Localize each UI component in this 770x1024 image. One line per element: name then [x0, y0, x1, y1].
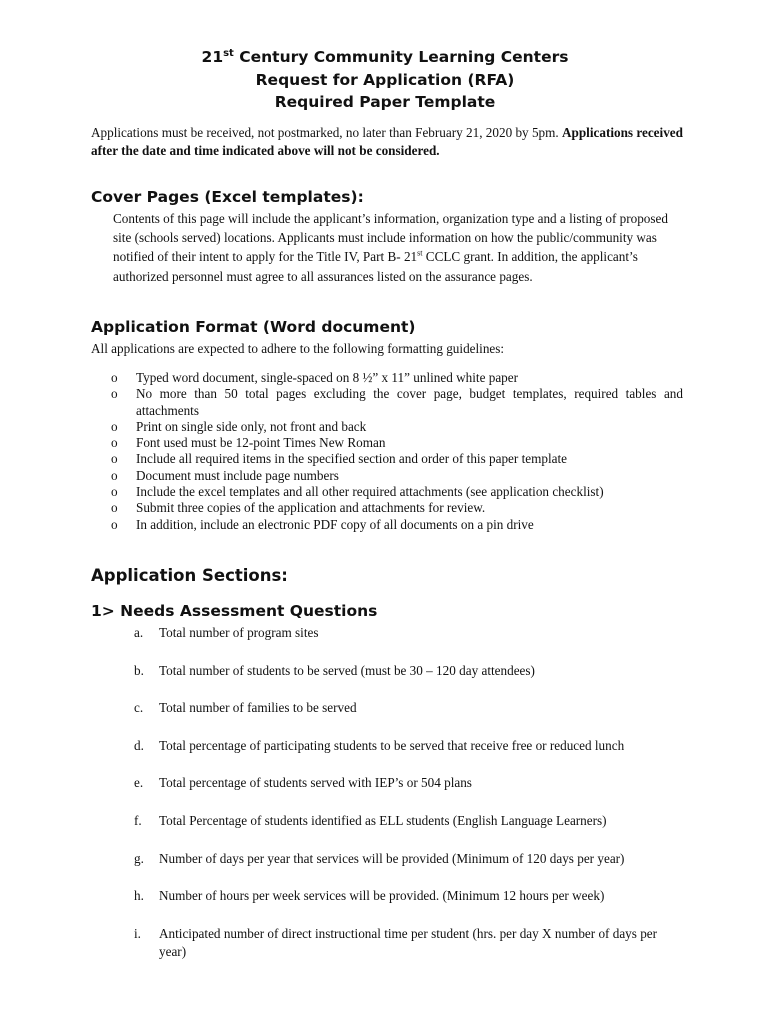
guideline-item	[111, 451, 683, 467]
bullet-marker: o	[111, 435, 118, 451]
guideline-text: Print on single side only, not front and back	[136, 418, 367, 434]
question-letter: b.	[134, 662, 144, 678]
title-line-1: 21st Century Community Learning Centers	[201, 47, 569, 66]
question-text: Number of days per year that services will be provided (Minimum of 120 days per year)	[159, 850, 625, 866]
question-item	[134, 887, 674, 925]
bullet-marker: o	[111, 516, 118, 532]
question-letter: h.	[134, 888, 144, 904]
question-item	[134, 850, 674, 888]
needs-assessment-questions	[134, 624, 674, 962]
question-text: Total Percentage of students identified as ELL students (English Language Learners)	[159, 812, 607, 828]
formatting-guidelines-list	[111, 370, 683, 533]
question-letter: a.	[134, 625, 144, 640]
question-text: Total percentage of participating students to be served that receive free or reduced lunch	[159, 737, 625, 753]
guideline-item	[111, 435, 683, 451]
guideline-item	[111, 468, 683, 484]
guideline-text: In addition, include an electronic PDF copy of all documents on a pin drive	[136, 516, 534, 532]
question-text: Number of hours per week services will be provided. (Minimum 12 hours per week)	[159, 888, 605, 904]
question-text: Total number of program sites	[159, 625, 319, 640]
question-item	[134, 624, 674, 662]
title-line-2: Request for Application (RFA)	[255, 70, 515, 89]
question-text: Anticipated number of direct instructional time per student (hrs. per day X number of days per year)	[159, 925, 658, 959]
question-letter: g.	[134, 850, 144, 866]
question-text: Total number of students to be served (must be 30 – 120 day attendees)	[159, 662, 535, 678]
guideline-item	[111, 386, 683, 419]
application-sections-heading: Application Sections:	[91, 566, 288, 585]
question-letter: f.	[134, 812, 142, 828]
bullet-marker: o	[111, 500, 118, 516]
question-item	[134, 662, 674, 700]
deadline-notice: Applications must be received, not postmarked, no later than February 21, 2020 by 5pm. Applications received after the date and time indicated above will not be considered.	[91, 125, 683, 158]
question-item	[134, 925, 674, 963]
guideline-item	[111, 370, 683, 386]
bullet-marker: o	[111, 386, 118, 402]
question-item	[134, 812, 674, 850]
guideline-item	[111, 419, 683, 435]
cover-pages-body: Contents of this page will include the applicant’s information, organization type and a listing of proposed site (schools served) locations. Applicants must include information on how the public/community was notified of their intent to apply for the Title IV, Part B- 21st CCLC grant. In addition, the applicant’s authorized personnel must agree to all assurances listed on the assurance pages.	[113, 211, 668, 284]
application-format-heading: Application Format (Word document)	[91, 318, 416, 336]
question-item	[134, 737, 674, 775]
guideline-text: Font used must be 12-point Times New Roman	[136, 435, 386, 451]
needs-assessment-heading: 1> Needs Assessment Questions	[91, 602, 378, 620]
bullet-marker: o	[111, 467, 118, 483]
guideline-item	[111, 484, 683, 500]
question-item	[134, 774, 674, 812]
guideline-text: Typed word document, single-spaced on 8 ½” x 11” unlined white paper	[136, 370, 519, 385]
guideline-item	[111, 517, 683, 533]
document-title	[0, 46, 770, 114]
question-text: Total percentage of students served with IEP’s or 504 plans	[159, 775, 472, 791]
question-text: Total number of families to be served	[159, 700, 357, 716]
cover-pages-heading: Cover Pages (Excel templates):	[91, 188, 364, 206]
bullet-marker: o	[111, 370, 118, 385]
question-letter: i.	[134, 925, 141, 941]
application-format-intro: All applications are expected to adhere to the following formatting guidelines:	[91, 341, 505, 356]
guideline-text: Submit three copies of the application and attachments for review.	[136, 500, 486, 516]
bullet-marker: o	[111, 451, 118, 467]
question-letter: c.	[134, 700, 144, 716]
guideline-text: Document must include page numbers	[136, 467, 339, 483]
guideline-item	[111, 500, 683, 516]
question-item	[134, 699, 674, 737]
question-letter: e.	[134, 775, 144, 791]
bullet-marker: o	[111, 418, 118, 434]
guideline-text: Include all required items in the specified section and order of this paper template	[136, 451, 568, 467]
guideline-text: Include the excel templates and all other required attachments (see application checklist)	[136, 484, 604, 500]
title-line-3: Required Paper Template	[274, 93, 496, 111]
bullet-marker: o	[111, 484, 118, 500]
guideline-text: No more than 50 total pages excluding the cover page, budget templates, required tables and attachments	[136, 386, 683, 418]
question-letter: d.	[134, 737, 144, 753]
